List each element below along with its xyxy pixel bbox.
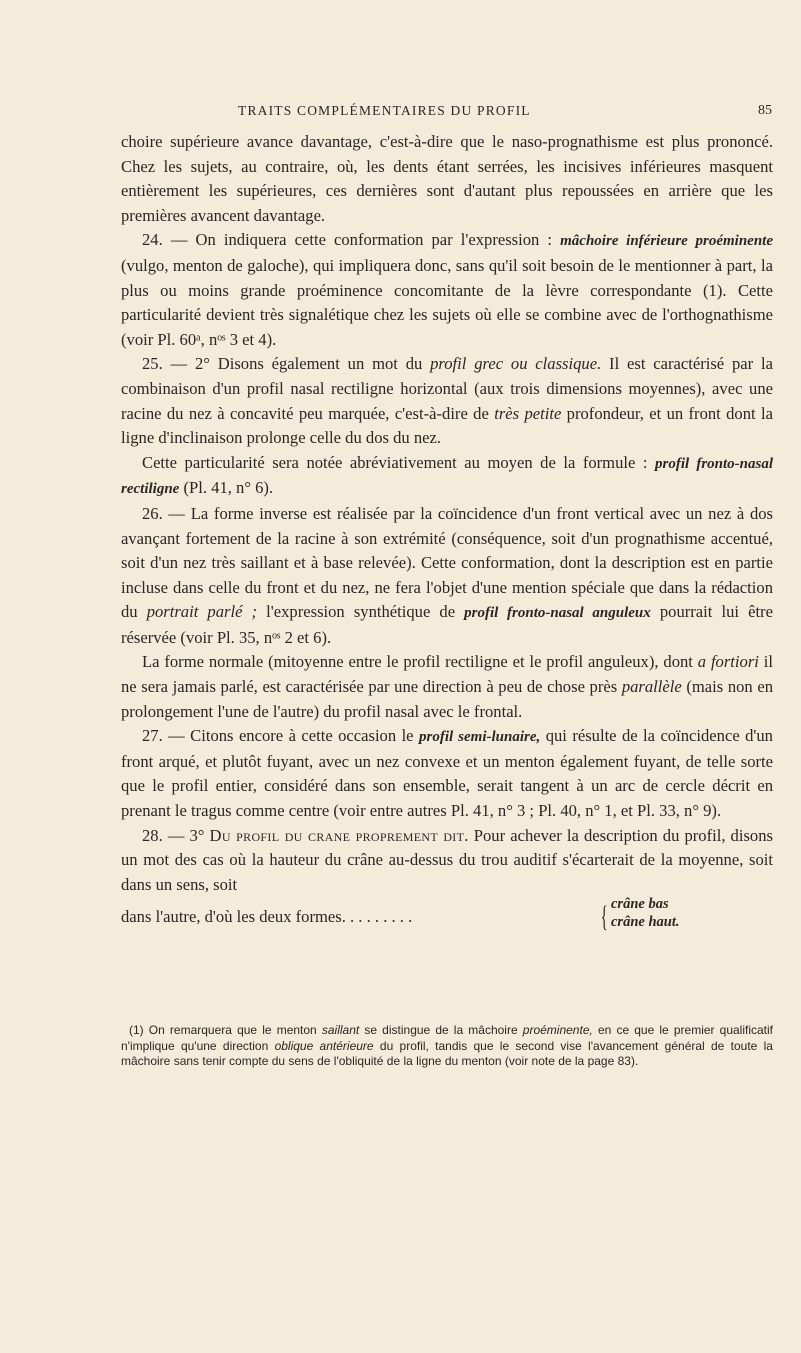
paragraph-continuation: choire supérieure avance davantage, c'est-à-dire que le naso-prognathisme est plus prononcé. Chez les sujets, au contraire, où, les dents étant serrées, les incisives inférieures masquent entièrement les supérieures, ces dernières sont d'autant plus repoussées en arrière que les premières avancent davantage. xyxy=(121,132,773,225)
term-fronto-nasal-rectiligne: profil fronto-nasal rectiligne xyxy=(121,455,774,498)
running-title: TRAITS COMPLÉMENTAIRES DU PROFIL xyxy=(238,103,531,118)
crane-forms-line: dans l'autre, d'où les deux formes. . . . . . . . . { crâne bas crâne haut. xyxy=(121,897,773,937)
main-text xyxy=(121,130,773,937)
paragraph-27: 27. — Citons encore à cette occasion le profil semi-lunaire, qui résulte de la coïncidence d'un front arqué, et plutôt fuyant, avec un nez convexe et un menton également fuyant, de telle sorte que le profil entier, considéré dans son ensemble, serait tangent à un arc de cercle décrit en prenant le tragus comme centre (voir entre autres Pl. 41, n° 3 ; Pl. 40, n° 1, et Pl. 33, n° 9). xyxy=(121,726,773,821)
paragraph-28: 28. — 3° Du profil du crane proprement dit. Pour achever la description du profil, disons un mot des cas où la hauteur du crâne au-dessus du trou auditif s'écarterait de la moyenne, soit dans un sens, soit xyxy=(121,825,773,894)
brace-glyph: { xyxy=(600,900,608,934)
page-header xyxy=(120,103,774,123)
paragraph-26-normal: La forme normale (mitoyenne entre le profil rectiligne et le profil anguleux), dont a fortiori il ne sera jamais parlé, est caractérisée par une direction à peu de chose près parallèle (mais non en prolongement l'une de l'autre) du profil nasal avec le frontal. xyxy=(121,652,774,721)
term-machoire-proeminente: mâchoire inférieure proéminente xyxy=(560,233,774,250)
option-crane-bas: crâne bas xyxy=(611,896,669,913)
paragraph-25-formula: Cette particularité sera notée abréviativement au moyen de la formule : profil fronto-nasal rectiligne (Pl. 41, n° 6). xyxy=(121,452,774,498)
paragraph-25: 25. — 2° Disons également un mot du profil grec ou classique. Il est caractérisé par la combinaison d'un profil nasal rectiligne horizontal (aux trois dimensions moyennes), avec une racine du nez à concavité peu marquée, c'est-à-dire de très petite profondeur, et un front dont la ligne d'inclinaison prolonge celle du dos du nez. xyxy=(121,354,773,448)
paragraph-24: 24. — On indiquera cette conformation par l'expression : mâchoire inférieure proéminente (vulgo, menton de galoche), qui impliquera donc, sans qu'il soit besoin de le mentionner à part, la plus ou moins grande proéminence concomitante de la lèvre correspondante (1). Cette particularité devient très signalétique chez les sujets où elle se combine avec de l'orthognathisme (voir Pl. 60ᵃ, nᵒˢ 3 et 4). xyxy=(121,230,774,349)
page-number: 85 xyxy=(758,103,772,118)
paragraph-26: 26. — La forme inverse est réalisée par la coïncidence d'un front vertical avec un nez à dos avançant fortement de la racine à son extrémité (conséquence, soit d'un prognathisme accentué, soit d'un nez très saillant et à base relevée). Cette conformation, dont la description est en partie incluse dans celle du front et du nez, ne fera l'objet d'une mention spéciale que dans la rédaction du portrait parlé ; l'expression synthétique de profil fronto-nasal anguleux pourrait lui être réservée (voir Pl. 35, nᵒˢ 2 et 6). xyxy=(121,503,773,647)
footnote: (1) On remarquera que le menton saillant se distingue de la mâchoire proéminente, en ce que le premier qualificatif n'implique qu'une direction oblique antérieure du profil, tandis que le second vise l'avancement général de toute la mâchoire sans tenir compte du sens de l'obliquité de la ligne du menton (voir note de la page 83). xyxy=(121,1023,774,1069)
option-crane-haut: crâne haut. xyxy=(611,914,680,931)
term-semi-lunaire: profil semi-lunaire, xyxy=(418,729,541,746)
term-fronto-nasal-anguleux: profil fronto-nasal anguleux xyxy=(464,605,651,622)
